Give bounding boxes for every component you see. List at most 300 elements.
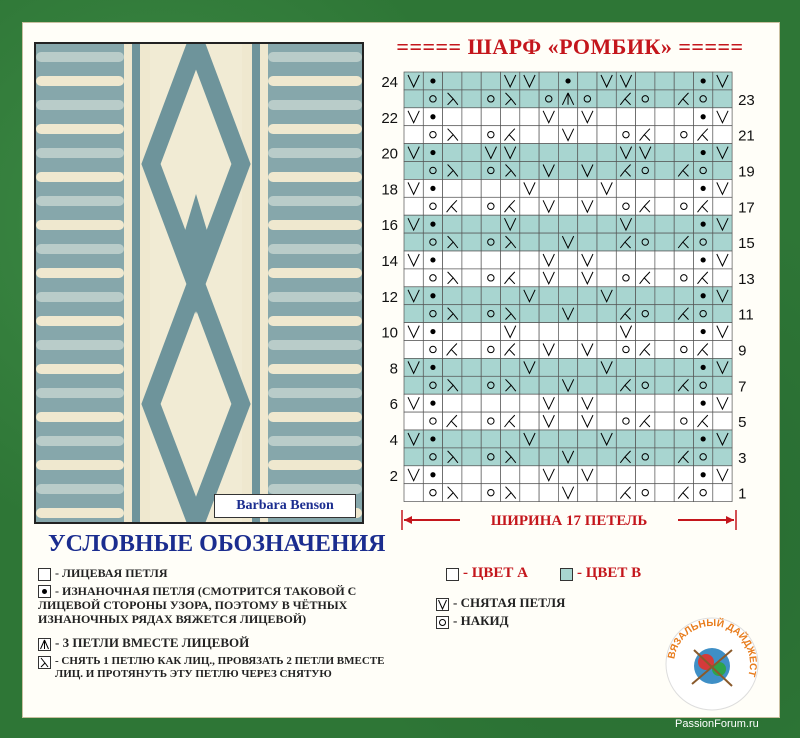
chart-cell — [539, 287, 558, 305]
chart-symbol — [430, 114, 435, 119]
row-label-left: 2 — [389, 467, 398, 485]
legend-yarn-over: - НАКИД — [436, 614, 509, 629]
chart-cell — [481, 287, 500, 305]
chart-cell — [655, 90, 674, 108]
chart-cell — [713, 233, 732, 251]
chart-cell — [443, 162, 462, 180]
photo-credit: Barbara Benson — [214, 494, 356, 518]
chart-cell — [655, 430, 674, 448]
chart-cell — [501, 197, 520, 215]
chart-cell — [539, 215, 558, 233]
chart-cell — [694, 448, 713, 466]
chart-cell — [443, 179, 462, 197]
chart-cell — [539, 126, 558, 144]
chart-cell — [597, 144, 616, 162]
chart-cell — [636, 394, 655, 412]
chart-cell — [501, 108, 520, 126]
chart-cell — [674, 215, 693, 233]
chart-cell — [462, 430, 481, 448]
chart-symbol — [430, 222, 435, 227]
chart-cell — [481, 484, 500, 502]
chart-cell — [694, 162, 713, 180]
chart-cell — [462, 126, 481, 144]
chart-title: ===== ШАРФ «РОМБИК» ===== — [396, 34, 744, 59]
chart-cell — [481, 358, 500, 376]
chart-cell — [674, 72, 693, 90]
chart-cell — [616, 162, 635, 180]
chart-cell — [655, 269, 674, 287]
chart-cell — [520, 376, 539, 394]
chart-cell — [443, 233, 462, 251]
chart-cell — [597, 412, 616, 430]
chart-cell — [443, 251, 462, 269]
row-label-right: 5 — [738, 414, 747, 432]
chart-cell — [655, 341, 674, 359]
chart-symbol — [701, 401, 706, 406]
chart-cell — [462, 108, 481, 126]
chart-cell — [404, 448, 423, 466]
row-label-right: 13 — [738, 270, 755, 288]
chart-cell — [539, 144, 558, 162]
chart-cell — [520, 90, 539, 108]
chart-cell — [636, 162, 655, 180]
chart-cell — [462, 162, 481, 180]
chart-cell — [481, 430, 500, 448]
row-label-right: 17 — [738, 199, 755, 217]
chart-cell — [443, 376, 462, 394]
chart-cell — [616, 269, 635, 287]
chart-cell — [655, 287, 674, 305]
watermark: PassionForum.ru — [675, 718, 759, 730]
chart-cell — [674, 305, 693, 323]
chart-cell — [520, 215, 539, 233]
chart-cell — [481, 394, 500, 412]
chart-cell — [655, 233, 674, 251]
yarn-over-icon — [436, 616, 449, 629]
chart-cell — [713, 341, 732, 359]
row-label-left: 4 — [389, 431, 398, 449]
chart-cell — [597, 323, 616, 341]
chart-cell — [655, 466, 674, 484]
chart-cell — [636, 341, 655, 359]
chart-cell — [713, 90, 732, 108]
chart-cell — [404, 376, 423, 394]
chart-cell — [597, 215, 616, 233]
chart-cell — [558, 466, 577, 484]
chart-cell — [501, 305, 520, 323]
chart-cell — [616, 448, 635, 466]
chart-cell — [694, 412, 713, 430]
chart-cell — [713, 126, 732, 144]
chart-cell — [636, 251, 655, 269]
chart-cell — [462, 412, 481, 430]
chart-cell — [655, 108, 674, 126]
chart-cell — [501, 90, 520, 108]
chart-cell — [520, 412, 539, 430]
chart-cell — [694, 484, 713, 502]
legend-knit: - ЛИЦЕВАЯ ПЕТЛЯ — [38, 566, 418, 581]
chart-cell — [481, 323, 500, 341]
chart-cell — [578, 358, 597, 376]
chart-cell — [636, 484, 655, 502]
chart-cell — [597, 269, 616, 287]
chart-cell — [501, 126, 520, 144]
chart-cell — [597, 126, 616, 144]
chart-cell — [481, 108, 500, 126]
row-label-right: 21 — [738, 127, 755, 145]
chart-cell — [578, 90, 597, 108]
chart-cell — [481, 72, 500, 90]
chart-cell — [655, 162, 674, 180]
chart-cell — [674, 162, 693, 180]
chart-cell — [636, 269, 655, 287]
chart-cell — [616, 108, 635, 126]
chart-cell — [481, 466, 500, 484]
row-label-right: 23 — [738, 91, 755, 109]
chart-cell — [520, 108, 539, 126]
chart-symbol — [701, 293, 706, 298]
chart-cell — [578, 484, 597, 502]
chart-cell — [501, 394, 520, 412]
chart-cell — [694, 341, 713, 359]
chart-cell — [462, 287, 481, 305]
chart-cell — [404, 484, 423, 502]
row-label-right: 11 — [738, 306, 754, 324]
chart-cell — [501, 251, 520, 269]
chart-cell — [443, 144, 462, 162]
chart-cell — [655, 448, 674, 466]
chart-cell — [713, 305, 732, 323]
chart-cell — [539, 484, 558, 502]
chart-cell — [636, 126, 655, 144]
chart-cell — [520, 162, 539, 180]
chart-cell — [694, 197, 713, 215]
chart-cell — [578, 126, 597, 144]
knit-icon — [38, 568, 51, 581]
chart-cell — [423, 90, 442, 108]
chart-cell — [481, 448, 500, 466]
chart-cell — [597, 251, 616, 269]
chart-cell — [694, 305, 713, 323]
chart-cell — [520, 233, 539, 251]
chart-cell — [636, 72, 655, 90]
chart-cell — [443, 126, 462, 144]
chart-cell — [462, 484, 481, 502]
chart-cell — [655, 323, 674, 341]
chart-cell — [520, 323, 539, 341]
chart-cell — [713, 197, 732, 215]
knitted-sample-photo — [34, 42, 364, 524]
chart-cell — [481, 412, 500, 430]
chart-cell — [443, 341, 462, 359]
chart-cell — [713, 484, 732, 502]
chart-cell — [462, 251, 481, 269]
chart-cell — [578, 305, 597, 323]
chart-cell — [481, 179, 500, 197]
chart-cell — [655, 484, 674, 502]
chart-cell — [539, 323, 558, 341]
chart-cell — [558, 269, 577, 287]
chart-cell — [404, 412, 423, 430]
chart-cell — [462, 72, 481, 90]
row-label-left: 18 — [381, 181, 398, 199]
chart-cell — [423, 269, 442, 287]
chart-cell — [520, 251, 539, 269]
color-b-swatch — [560, 568, 573, 581]
chart-cell — [481, 90, 500, 108]
legend-color-b: - ЦВЕТ В — [560, 566, 641, 581]
chart-cell — [616, 233, 635, 251]
row-label-right: 9 — [738, 342, 747, 360]
chart-cell — [539, 233, 558, 251]
chart-cell — [655, 144, 674, 162]
chart-cell — [404, 305, 423, 323]
chart-cell — [674, 287, 693, 305]
legend-slipped: - СНЯТАЯ ПЕТЛЯ — [436, 596, 565, 611]
row-label-left: 14 — [381, 252, 398, 270]
chart-cell — [558, 394, 577, 412]
chart-cell — [558, 215, 577, 233]
chart-cell — [558, 179, 577, 197]
chart-cell — [597, 305, 616, 323]
chart-cell — [520, 269, 539, 287]
chart-cell — [597, 448, 616, 466]
chart-symbol — [430, 150, 435, 155]
chart-cell — [616, 394, 635, 412]
chart-cell — [443, 215, 462, 233]
row-label-left: 8 — [389, 360, 398, 378]
chart-symbol — [701, 186, 706, 191]
vyazalny-digest-logo — [662, 614, 762, 714]
chart-cell — [404, 162, 423, 180]
chart-cell — [423, 233, 442, 251]
chart-cell — [636, 466, 655, 484]
chart-cell — [539, 305, 558, 323]
chart-cell — [404, 341, 423, 359]
chart-cell — [501, 287, 520, 305]
chart-cell — [558, 144, 577, 162]
chart-cell — [578, 287, 597, 305]
chart-cell — [636, 287, 655, 305]
chart-cell — [481, 215, 500, 233]
chart-cell — [481, 162, 500, 180]
chart-cell — [578, 376, 597, 394]
chart-cell — [462, 179, 481, 197]
chart-cell — [578, 72, 597, 90]
chart-cell — [636, 358, 655, 376]
chart-cell — [501, 412, 520, 430]
chart-cell — [578, 233, 597, 251]
chart-cell — [674, 269, 693, 287]
chart-cell — [616, 430, 635, 448]
chart-cell — [636, 305, 655, 323]
chart-cell — [578, 144, 597, 162]
chart-cell — [481, 197, 500, 215]
chart-cell — [443, 72, 462, 90]
chart-cell — [636, 376, 655, 394]
chart-cell — [462, 341, 481, 359]
chart-cell — [481, 376, 500, 394]
chart-cell — [539, 358, 558, 376]
chart-cell — [636, 215, 655, 233]
chart-cell — [481, 126, 500, 144]
chart-cell — [443, 484, 462, 502]
chart-cell — [423, 305, 442, 323]
chart-cell — [713, 269, 732, 287]
chart-cell — [501, 162, 520, 180]
chart-cell — [558, 108, 577, 126]
chart-cell — [597, 108, 616, 126]
chart-cell — [404, 126, 423, 144]
svg-text:ШИРИНА 17 ПЕТЕЛЬ: ШИРИНА 17 ПЕТЕЛЬ — [490, 513, 648, 529]
chart-cell — [616, 466, 635, 484]
chart-cell — [443, 466, 462, 484]
chart-cell — [462, 376, 481, 394]
chart-symbol — [430, 78, 435, 83]
row-label-left: 16 — [381, 217, 398, 235]
chart-cell — [520, 305, 539, 323]
chart-symbol — [430, 186, 435, 191]
chart-cell — [462, 215, 481, 233]
chart-cell — [636, 430, 655, 448]
chart-cell — [616, 126, 635, 144]
legend-k3tog: - 3 ПЕТЛИ ВМЕСТЕ ЛИЦЕВОЙ — [38, 636, 418, 651]
chart-cell — [616, 341, 635, 359]
row-label-right: 7 — [738, 378, 747, 396]
row-label-right: 19 — [738, 163, 755, 181]
chart-cell — [501, 233, 520, 251]
chart-cell — [539, 448, 558, 466]
chart-cell — [501, 341, 520, 359]
chart-cell — [674, 394, 693, 412]
legend-purl: - ИЗНАНОЧНАЯ ПЕТЛЯ (СМОТРИТСЯ ТАКОВОЙ С ЛИЦЕВОЙ СТОРОНЫ УЗОРА, ПОЭТОМУ В ЧЁТНЫХ ИЗНАНОЧНЫХ РЯДАХ ВЯЖЕТСЯ ЛИЦЕВОЙ) — [38, 584, 357, 626]
chart-cell — [655, 179, 674, 197]
chart-cell — [558, 323, 577, 341]
purl-dot-icon — [38, 585, 51, 598]
chart-cell — [462, 269, 481, 287]
chart-cell — [636, 197, 655, 215]
legend-color-a: - ЦВЕТ А — [446, 566, 528, 581]
chart-symbol — [701, 150, 706, 155]
chart-cell — [694, 233, 713, 251]
chart-cell — [423, 412, 442, 430]
slipped-stitch-icon — [436, 598, 449, 611]
chart-cell — [520, 466, 539, 484]
chart-cell — [462, 323, 481, 341]
chart-cell — [636, 233, 655, 251]
chart-cell — [423, 162, 442, 180]
chart-cell — [674, 108, 693, 126]
chart-cell — [636, 108, 655, 126]
knitting-chart — [370, 66, 770, 516]
chart-cell — [674, 144, 693, 162]
chart-symbol — [701, 78, 706, 83]
chart-cell — [694, 126, 713, 144]
chart-cell — [443, 430, 462, 448]
chart-cell — [578, 323, 597, 341]
chart-cell — [616, 305, 635, 323]
chart-cell — [558, 287, 577, 305]
chart-cell — [674, 341, 693, 359]
chart-symbol — [565, 78, 570, 83]
row-label-left: 12 — [381, 288, 398, 306]
chart-cell — [462, 144, 481, 162]
chart-cell — [539, 90, 558, 108]
row-label-right: 3 — [738, 449, 747, 467]
row-label-left: 10 — [381, 324, 398, 342]
chart-cell — [674, 90, 693, 108]
chart-cell — [597, 162, 616, 180]
chart-cell — [423, 341, 442, 359]
chart-cell — [462, 448, 481, 466]
chart-cell — [694, 269, 713, 287]
chart-cell — [616, 412, 635, 430]
chart-cell — [481, 269, 500, 287]
chart-cell — [558, 430, 577, 448]
chart-cell — [655, 376, 674, 394]
legend-skp: - СНЯТЬ 1 ПЕТЛЮ КАК ЛИЦ., ПРОВЯЗАТЬ 2 ПЕТЛИ ВМЕСТЕ ЛИЦ. И ПРОТЯНУТЬ ЭТУ ПЕТЛЮ ЧЕРЕЗ СНЯТУЮ — [38, 655, 400, 681]
chart-cell — [520, 448, 539, 466]
knit-3-together-icon — [38, 638, 51, 651]
chart-cell — [423, 484, 442, 502]
chart-cell — [443, 108, 462, 126]
chart-symbol — [701, 114, 706, 119]
chart-cell — [597, 233, 616, 251]
chart-cell — [655, 358, 674, 376]
chart-cell — [443, 197, 462, 215]
chart-cell — [674, 412, 693, 430]
chart-cell — [443, 412, 462, 430]
chart-cell — [636, 323, 655, 341]
chart-cell — [636, 412, 655, 430]
chart-cell — [674, 448, 693, 466]
row-label-right: 15 — [738, 235, 755, 253]
chart-cell — [616, 179, 635, 197]
chart-cell — [443, 287, 462, 305]
chart-cell — [597, 376, 616, 394]
chart-cell — [694, 90, 713, 108]
chart-cell — [501, 179, 520, 197]
chart-symbol — [701, 329, 706, 334]
chart-cell — [597, 484, 616, 502]
chart-cell — [501, 430, 520, 448]
chart-cell — [674, 358, 693, 376]
chart-cell — [694, 376, 713, 394]
chart-cell — [713, 412, 732, 430]
chart-cell — [597, 466, 616, 484]
chart-cell — [423, 376, 442, 394]
chart-symbol — [430, 293, 435, 298]
chart-cell — [423, 448, 442, 466]
chart-cell — [462, 233, 481, 251]
chart-cell — [481, 251, 500, 269]
row-label-right: 1 — [738, 485, 747, 503]
row-label-left: 20 — [381, 145, 398, 163]
chart-cell — [597, 197, 616, 215]
chart-cell — [520, 341, 539, 359]
chart-cell — [539, 376, 558, 394]
chart-cell — [616, 484, 635, 502]
chart-cell — [674, 251, 693, 269]
chart-cell — [655, 305, 674, 323]
chart-cell — [713, 448, 732, 466]
chart-cell — [481, 233, 500, 251]
chart-cell — [558, 251, 577, 269]
chart-cell — [578, 215, 597, 233]
chart-cell — [713, 162, 732, 180]
chart-cell — [616, 376, 635, 394]
chart-cell — [462, 305, 481, 323]
